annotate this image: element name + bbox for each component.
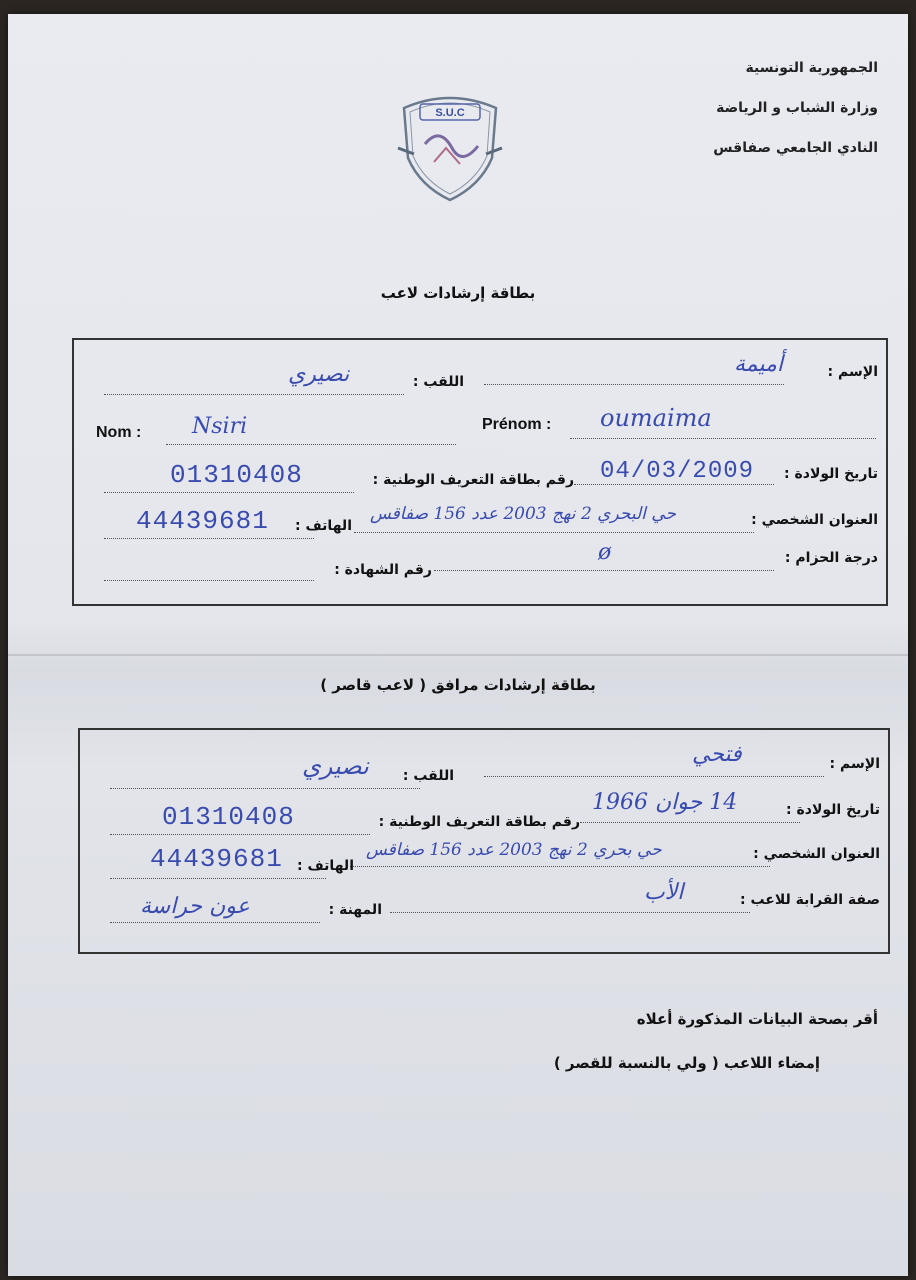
guardian-id-card-value: 01310408 [162, 802, 295, 832]
guardian-phone-value: 44439681 [150, 844, 283, 874]
player-id-card-value: 01310408 [170, 460, 303, 490]
guardian-last-name-value: نصيري [302, 752, 369, 780]
player-address-value: حي البحري 2 نهج 2003 عدد 156 صفاقس [370, 504, 676, 524]
guardian-birth-date-label: تاريخ الولادة : [786, 802, 880, 818]
guardian-relation-value: الأب [644, 880, 684, 905]
guardian-phone-line [110, 878, 326, 879]
declaration-text: أقر بصحة البيانات المذكورة أعلاه [636, 1010, 878, 1028]
header-ministry: وزارة الشباب و الرياضة [716, 100, 878, 116]
guardian-last-name-label: اللقب : [402, 768, 454, 784]
player-nom-label: Nom : [96, 424, 142, 441]
player-first-name-line [484, 384, 784, 385]
guardian-address-line [350, 866, 770, 867]
player-certificate-label: رقم الشهادة : [334, 562, 432, 578]
guardian-profession-label: المهنة : [328, 902, 382, 918]
player-first-name-value: أميمة [734, 352, 784, 377]
player-last-name-value: نصيري [288, 362, 350, 387]
player-id-card-line [104, 492, 354, 493]
player-card-box [72, 338, 888, 606]
signature-label: إمضاء اللاعب ( ولي بالنسبة للقصر ) [553, 1054, 820, 1072]
guardian-profession-value: عون حراسة [140, 894, 250, 919]
guardian-address-label: العنوان الشخصي : [753, 846, 880, 862]
player-last-name-line [104, 394, 404, 395]
guardian-last-name-line [110, 788, 420, 789]
guardian-phone-label: الهاتف : [297, 858, 354, 874]
player-belt-value: ø [598, 540, 612, 565]
guardian-profession-line [110, 922, 320, 923]
player-prenom-line [570, 438, 876, 439]
player-phone-label: الهاتف : [295, 518, 352, 534]
player-last-name-label: اللقب : [412, 374, 464, 390]
header-club: النادي الجامعي صفاقس [713, 140, 878, 156]
player-belt-line [434, 570, 774, 571]
guardian-first-name-label: الإسم : [829, 756, 880, 772]
svg-text:S.U.C: S.U.C [435, 107, 465, 119]
player-first-name-label: الإسم : [827, 364, 878, 380]
player-id-card-label: رقم بطاقة التعريف الوطنية : [372, 472, 574, 488]
guardian-birth-date-value: 14 جوان 1966 [592, 790, 738, 815]
form-page [8, 14, 908, 1276]
guardian-relation-line [390, 912, 750, 913]
player-prenom-label: Prénom : [482, 416, 552, 433]
player-birth-date-value: 04/03/2009 [600, 458, 755, 485]
player-prenom-value: oumaima [600, 404, 712, 432]
guardian-address-value: حي بحري 2 نهج 2003 عدد 156 صفاقس [366, 840, 662, 860]
guardian-first-name-value: فتحي [692, 742, 742, 767]
guardian-birth-date-line [580, 822, 800, 823]
player-address-line [354, 532, 754, 533]
player-belt-label: درجة الحزام : [784, 550, 878, 566]
guardian-relation-label: صفة القرابة للاعب : [740, 892, 880, 908]
player-nom-line [166, 444, 456, 445]
club-seal-logo [390, 86, 510, 204]
player-phone-line [104, 538, 314, 539]
player-birth-date-label: تاريخ الولادة : [784, 466, 878, 482]
guardian-card-title: بطاقة إرشادات مرافق ( لاعب قاصر ) [320, 676, 596, 694]
guardian-id-card-label: رقم بطاقة التعريف الوطنية : [378, 814, 580, 830]
player-nom-value: Nsiri [192, 414, 248, 439]
player-address-label: العنوان الشخصي : [751, 512, 878, 528]
player-certificate-line [104, 580, 314, 581]
guardian-first-name-line [484, 776, 824, 777]
guardian-card-box [78, 728, 890, 954]
paper-fold [8, 654, 908, 656]
player-phone-value: 44439681 [136, 506, 269, 536]
player-card-title: بطاقة إرشادات لاعب [380, 284, 536, 302]
header-republic: الجمهورية التونسية [745, 60, 878, 76]
guardian-id-card-line [110, 834, 370, 835]
